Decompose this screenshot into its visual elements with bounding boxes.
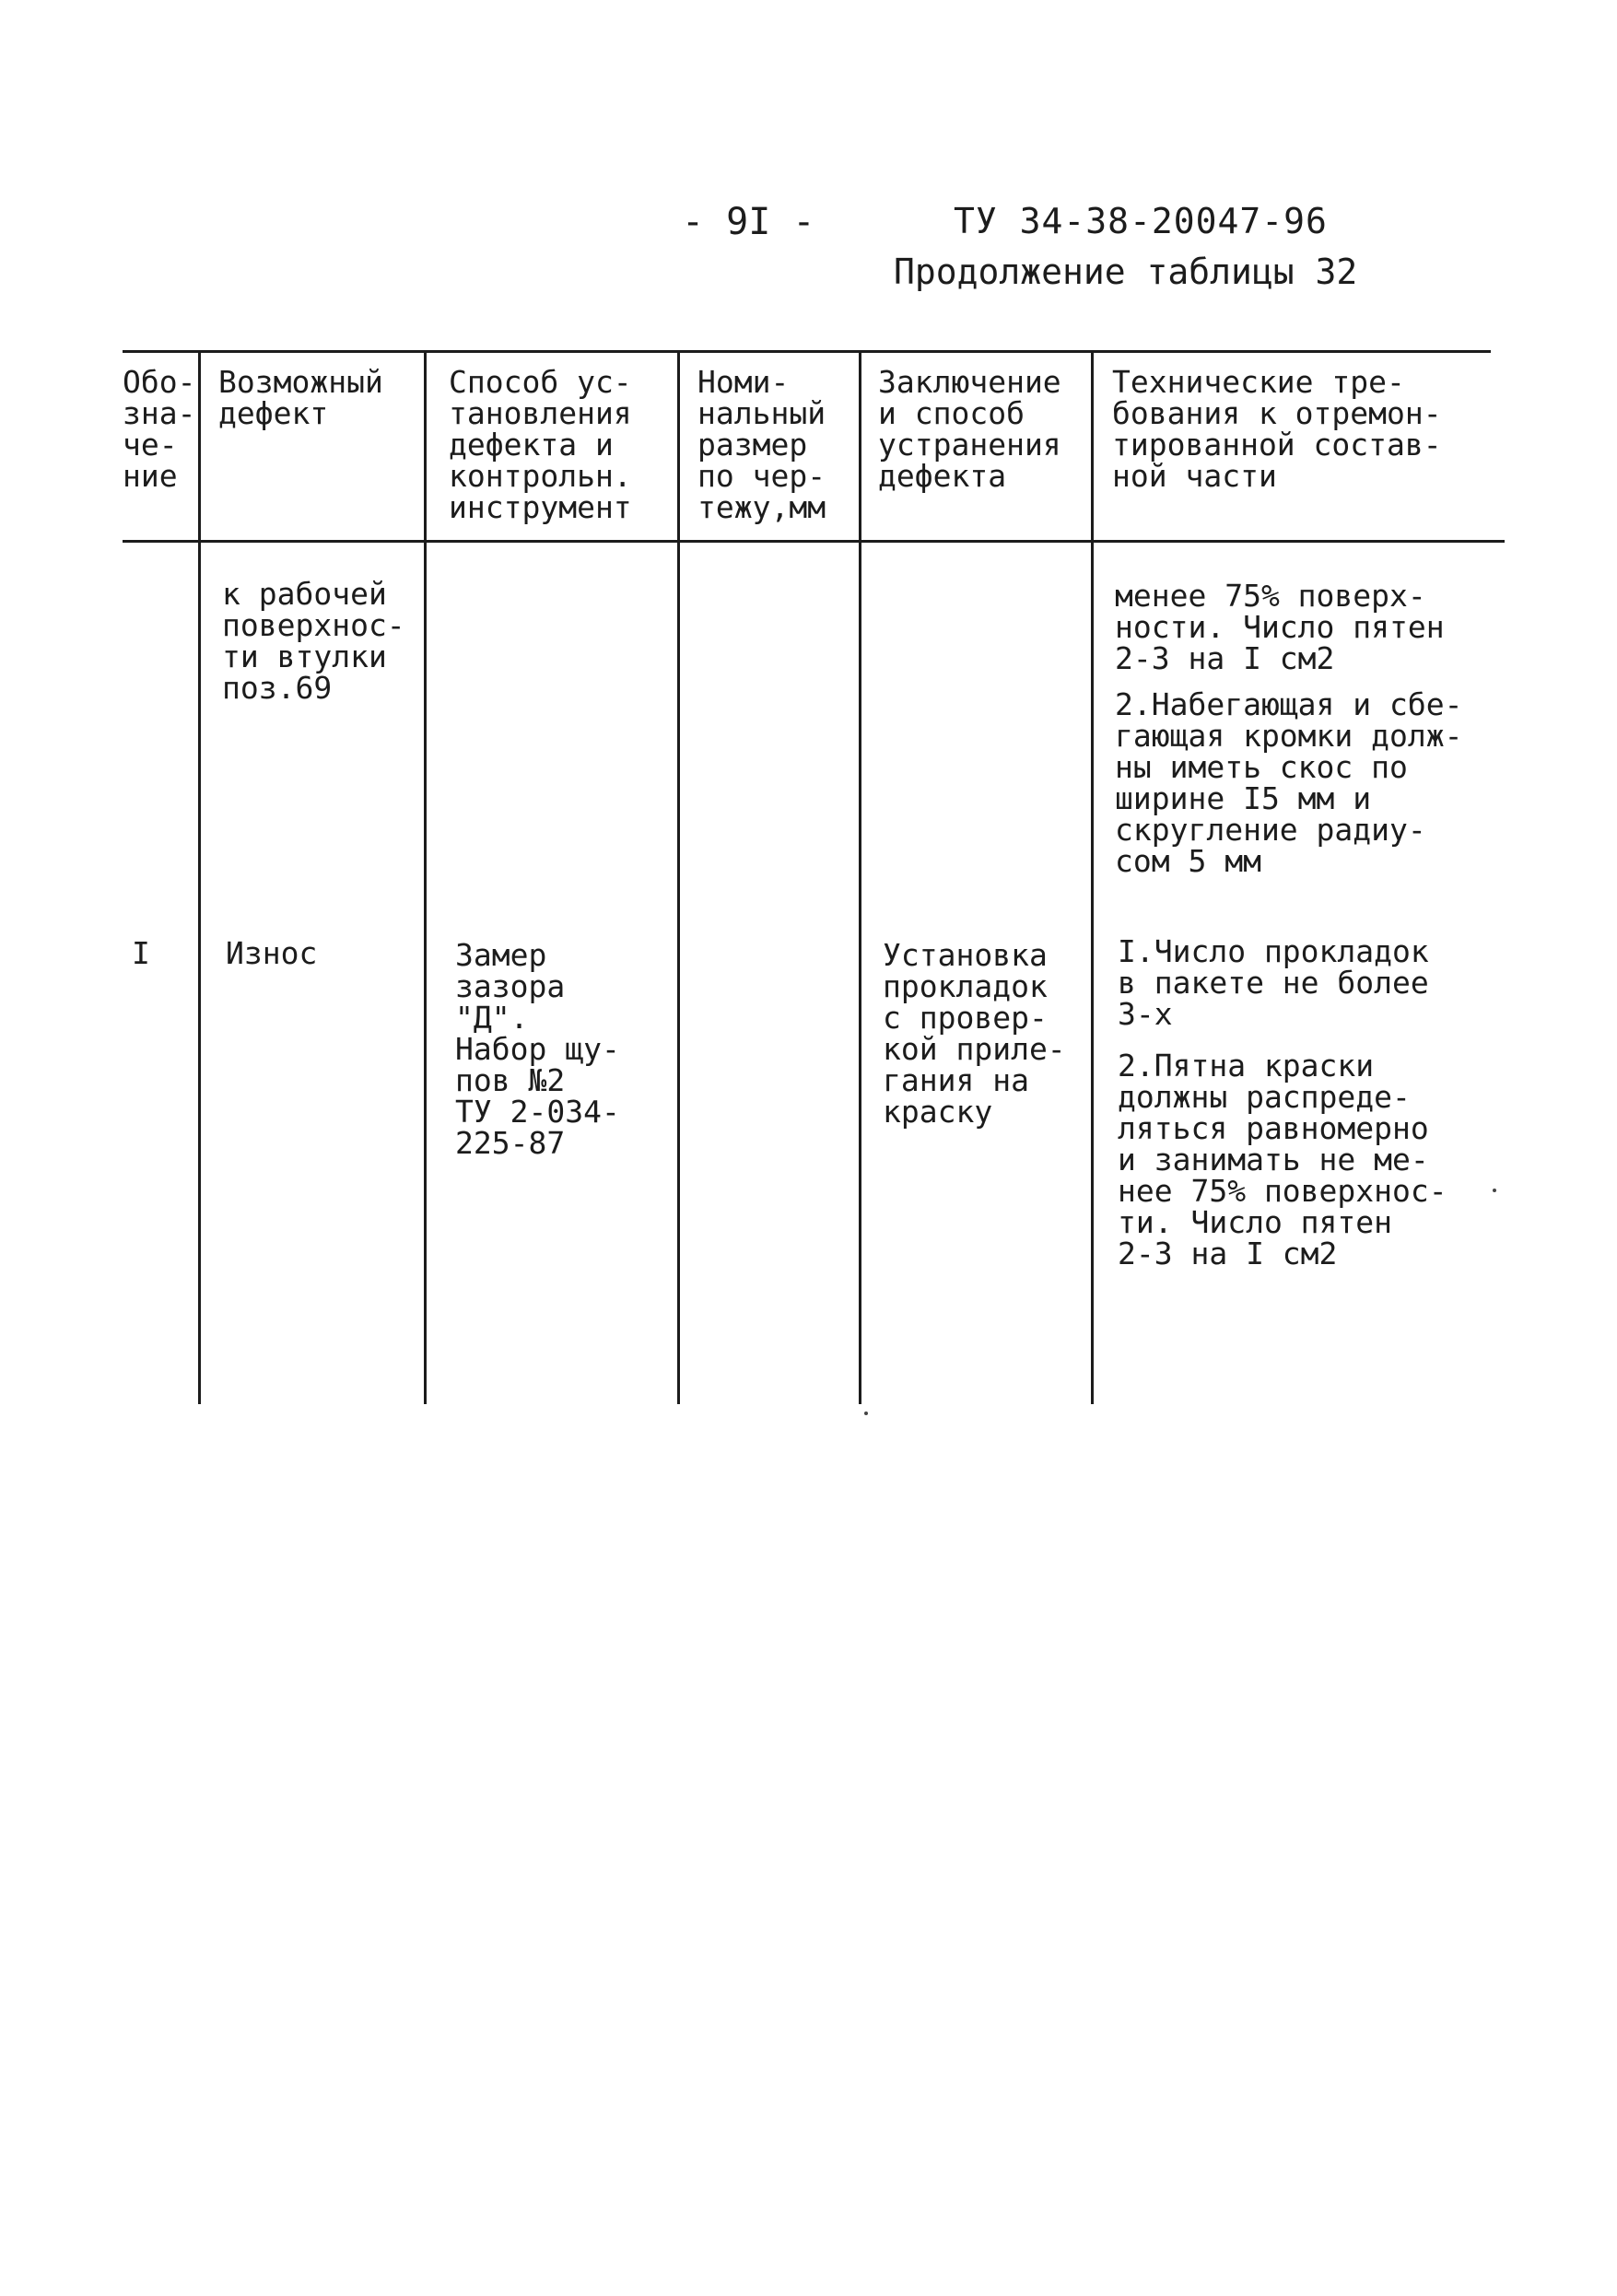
column-divider [1091, 351, 1094, 1404]
column-header-requirements: Технические тре- бования к отремон- тированной состав- ной части [1112, 364, 1442, 494]
cell-requirement: менее 75% поверх- ности. Число пятен 2-3 на I см2 [1115, 578, 1445, 676]
column-header-conclusion: Заключение и способ устранения дефекта [878, 364, 1061, 494]
column-header-nominal-size: Номи- нальный размер по чер- тежу,мм [697, 364, 826, 525]
column-divider [859, 351, 861, 1404]
column-divider [677, 351, 680, 1404]
column-header-defect: Возможный дефект [218, 364, 383, 431]
table-header-rule [123, 540, 1505, 543]
cell-requirement: 2.Пятна краски должны распреде- ляться равномерно и занимать не ме- нее 75% поверхнос- ти. Число пятен 2-3 на I см2 [1118, 1048, 1447, 1271]
page-number: - 9I - [682, 201, 815, 243]
cell-conclusion: Установка прокладок с провер- кой приле- гания на краску [883, 937, 1066, 1130]
scan-speck [864, 1412, 868, 1415]
cell-defect: Износ [226, 935, 318, 971]
document-code: ТУ 34-38-20047-96 [954, 201, 1328, 241]
table-caption: Продолжение таблицы 32 [894, 252, 1358, 292]
column-header-method: Способ ус- тановления дефекта и контрольн. инструмент [449, 364, 632, 525]
cell-method: Замер зазора "Д". Набор щу- пов №2 ТУ 2-034- 225-87 [455, 937, 620, 1161]
cell-defect: к рабочей поверхнос- ти втулки поз.69 [222, 576, 405, 706]
column-header-designation: Обо- зна- че- ние [123, 364, 196, 494]
column-divider [424, 351, 427, 1404]
table-top-rule [123, 350, 1491, 353]
cell-designation: I [132, 935, 150, 971]
scan-speck [1493, 1189, 1496, 1192]
column-divider [198, 351, 201, 1404]
cell-requirement: I.Число прокладок в пакете не более 3-х [1118, 933, 1429, 1032]
cell-requirement: 2.Набегающая и сбе- гающая кромки долж- ны иметь скос по ширине I5 мм и скругление радиу- сом 5 мм [1115, 686, 1463, 879]
